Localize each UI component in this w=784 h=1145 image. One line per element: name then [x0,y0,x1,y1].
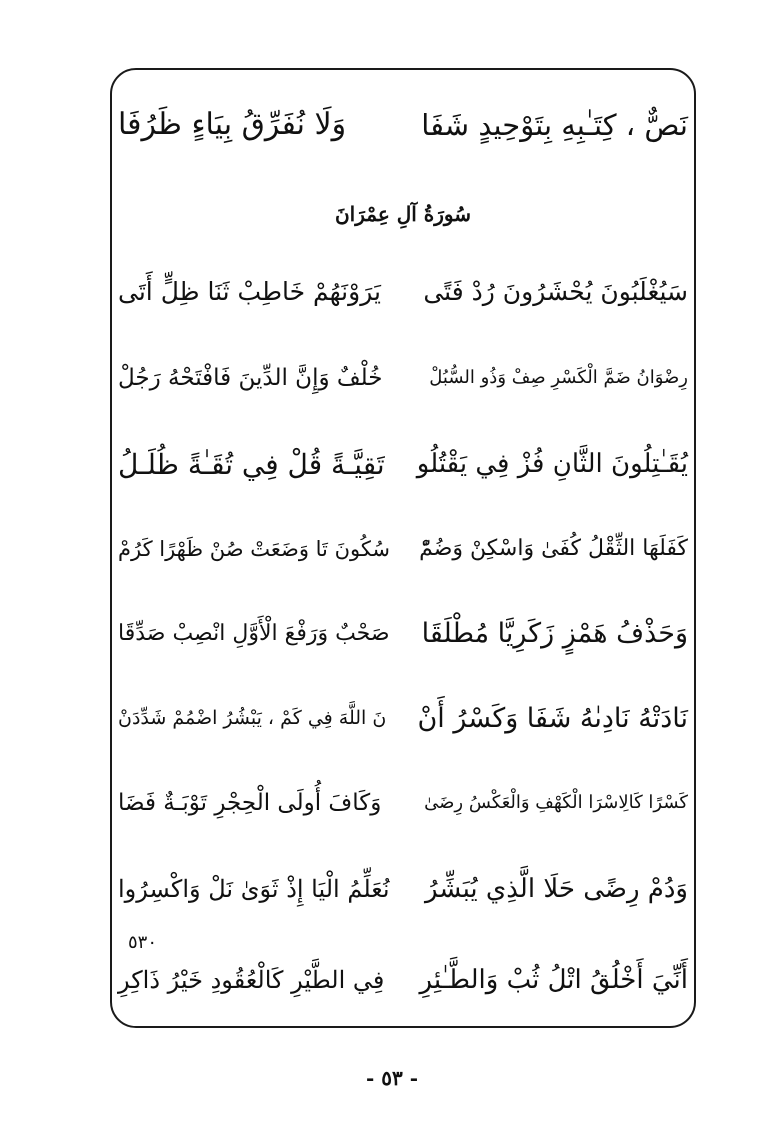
verse-line [118,950,688,1010]
second-hemistich: يَرَوْنَهُمْ خَاطِبْ ثَنَا ظِلٍّ أَتَى [118,277,381,307]
surah-title: سُورَةُ آلِ عِمْرَانَ [334,202,471,226]
first-hemistich: كَفَلَهَا الثِّقْلُ كُفَىٰ وَاسْكِنْ وَضُمّْ [419,536,688,562]
second-hemistich: نُعَلِّمُ الْيَا إِذْ ثَوَىٰ نَلْ وَاكْسِرُوا [118,875,390,903]
first-hemistich: كَسْرًا كَالِاسْرَا الْكَهْفِ وَالْعَكْسُ رِضَىٰ [424,791,688,813]
verse-line [118,773,688,833]
verse-line [118,95,688,155]
verse-line [118,859,688,919]
verse-line [118,434,688,494]
second-hemistich: نَ اللَّهَ فِي كَمْ ، يَبْشُرُ اضْمُمْ شَدِّدَنْ [118,707,387,730]
second-hemistich: وَكَافَ أُولَى الْحِجْرِ تَوْبَـةٌ فَضَا [118,789,382,816]
first-hemistich: نَصٌّ ، كِتَـٰبِهِ بِتَوْحِيدٍ شَفَا [421,107,688,142]
second-hemistich: فِي الطَّيْرِ كَالْعُقُودِ خَيْرُ ذَاكِرِ [118,966,385,994]
first-hemistich: وَحَذْفُ هَمْزٍ زَكَرِيَّا مُطْلَقَا [421,618,688,650]
marginal-number: ٥٣٠ [128,932,158,953]
first-hemistich: يُقَـٰتِلُونَ الثَّانِ فُزْ فِي يَقْتُلُو [416,448,688,479]
second-hemistich: سُكُونَ تَا وَضَعَتْ صُنْ ظَهْرًا كَرُمْ [118,536,391,561]
first-hemistich: سَيُغْلَبُونَ يُحْشَرُونَ رُدْ فَتًى [423,277,688,307]
page-number: - ٥٣ - [365,1066,418,1090]
second-hemistich: خُلْفٌ وَإِنَّ الدِّينَ فَافْتَحْهُ رَجُلْ [118,364,383,391]
first-hemistich: وَدُمْ رِضًى حَلَا الَّذِي يُبَشِّرُ [425,873,688,904]
first-hemistich: رِضْوَانُ ضَمَّ الْكَسْرِ صِفْ وَذُو السُّبُلْ [429,366,688,388]
verse-line [118,519,688,579]
verse-line [118,348,688,408]
second-hemistich: وَلَا نُفَرِّقُ بِيَاءٍ ظَرُفَا [118,107,347,143]
second-hemistich: تَقِيَّـةً قُلْ فِي تُقَـٰةً ظُلَـلُ [118,447,385,481]
verse-line [118,604,688,664]
second-hemistich: صَحْبٌ وَرَفْعَ الْأَوَّلِ انْصِبْ صَدِّقَا [118,621,390,647]
first-hemistich: أَنِّيَ أَخْلُقُ اتْلُ ثُبْ وَالطَّـٰئِرِ [419,964,688,995]
first-hemistich: نَادَتْهُ نَادِىٰهُ شَفَا وَكَسْرُ أَنْ [417,703,688,735]
verse-line [118,262,688,322]
verse-line [118,689,688,749]
